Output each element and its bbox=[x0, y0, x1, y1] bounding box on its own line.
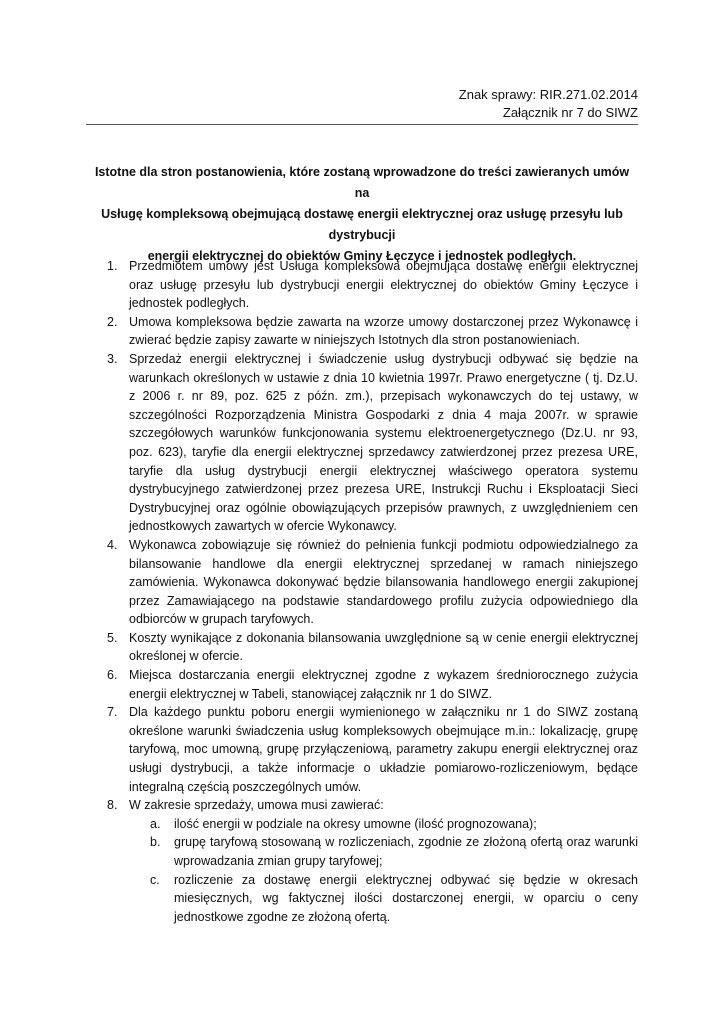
sublist-letter: c. bbox=[150, 872, 160, 887]
title-line-2: Usługę kompleksową obejmującą dostawę energii elektrycznej oraz usługę przesyłu lub dystrybucji bbox=[101, 207, 623, 242]
document-header bbox=[459, 86, 638, 122]
sublist-item bbox=[129, 833, 638, 870]
item-number: 1. bbox=[107, 259, 118, 273]
item-number: 4. bbox=[107, 537, 118, 552]
list-item bbox=[86, 350, 638, 536]
item-text: Przedmiotem umowy jest Usługa kompleksowa obejmująca dostawę energii elektrycznej oraz usługę przesyłu lub dystrybucji energii elektrycznej do obiektów Gminy Łęczyce i jednostek podległych. bbox=[129, 259, 638, 311]
sublist-text: rozliczenie za dostawę energii elektrycznej odbywać się będzie w okresach miesięcznych, wg faktycznej ilości dostarczonej energii, w oparciu o ceny jednostkowe zgodne ze złożoną ofertą. bbox=[174, 872, 638, 924]
sublist-letter: b. bbox=[150, 835, 161, 850]
title-line-3: energii elektrycznej do obiektów Gminy Łęczyce i jednostek podległych. bbox=[147, 249, 577, 263]
item-text: Umowa kompleksowa będzie zawarta na wzorze umowy dostarczonej przez Wykonawcę i zwierać będzie zapisy zawarte w niniejszych Istotnych dla stron postanowieniach. bbox=[129, 314, 638, 348]
list-item bbox=[86, 257, 638, 313]
item-number: 3. bbox=[107, 351, 118, 366]
item-text: W zakresie sprzedaży, umowa musi zawierać: bbox=[129, 798, 384, 813]
title-line-1: Istotne dla stron postanowienia, które zostaną wprowadzone do treści zawieranych umów na bbox=[94, 165, 630, 200]
item-text: Wykonawca zobowiązuje się również do pełnienia funkcji podmiotu odpowiedzialnego za bilansowanie handlowe dla energii elektrycznej sprzedanej w ramach niniejszego zamówienia. Wykonawca dokonywać będzie bilansowania handlowego energii zakupionej przez Zamawiającego na podstawie standardowego profilu zużycia odpowiedniego dla odbiorców w grupach taryfowych. bbox=[129, 537, 638, 627]
item-number: 7. bbox=[107, 705, 118, 720]
list-item bbox=[86, 703, 638, 796]
item-number: 8. bbox=[107, 798, 118, 813]
item-number: 6. bbox=[107, 668, 118, 683]
header-divider bbox=[86, 124, 638, 125]
provisions-list bbox=[86, 257, 638, 926]
list-item bbox=[86, 796, 638, 926]
item-text: Dla każdego punktu poboru energii wymienionego w załączniku nr 1 do SIWZ zostaną określone warunki świadczenia usług kompleksowych obejmujące m.in.: lokalizację, grupę taryfową, moc umowną, grupę przyłączeniową, parametry zakupu energii elektrycznej oraz usługi dystrybucji, a także informacje o układzie pomiarowo-rozliczeniowym, będące integralną częścią poszczególnych umów. bbox=[129, 705, 638, 794]
item-text: Sprzedaż energii elektrycznej i świadczenie usług dystrybucji odbywać się będzie na warunkach określonych w ustawie z dnia 10 kwietnia 1997r. Prawo energetyczne ( tj. Dz.U. z 2006 r. nr 89, poz. 625 z późn. zm.), przepisach wykonawczych do tej ustawy, w szczególności Rozporządzenia Ministra Gospodarki z dnia 4 maja 2007r. w sprawie szczegółowych warunków funkcjonowania systemu elektroenergetycznego (Dz.U. nr 93, poz. 623), taryfie dla energii elektrycznej sprzedawcy zatwierdzonej przez prezesa URE, taryfie dla usług dystrybucji energii elektrycznej właściwego operatora systemu dystrybucyjnego zatwierdzonej przez prezesa URE, Instrukcji Ruchu i Eksploatacji Sieci Dystrybucyjnej oraz ogólnie obowiązujących przepisów prawnych, z uwzględnieniem cen jednostkowych zawartych w ofercie Wykonawcy. bbox=[129, 351, 638, 534]
item-number: 2. bbox=[107, 314, 118, 329]
item-text: Miejsca dostarczania energii elektrycznej zgodne z wykazem średniorocznego zużycia energii elektrycznej w Tabeli, stanowiącej załącznik nr 1 do SIWZ. bbox=[129, 668, 638, 701]
sublist-text: grupę taryfową stosowaną w rozliczeniach, zgodnie ze złożoną ofertą oraz warunki wprowadzania zmian grupy taryfowej; bbox=[174, 835, 638, 868]
sublist-item bbox=[129, 815, 638, 834]
attachment-label: Załącznik nr 7 do SIWZ bbox=[502, 105, 638, 120]
document-title bbox=[86, 162, 638, 267]
sublist-letter: a. bbox=[150, 816, 161, 831]
item-number: 5. bbox=[107, 630, 118, 645]
sublist bbox=[129, 815, 638, 927]
list-item bbox=[86, 313, 638, 350]
sublist-item bbox=[129, 871, 638, 927]
list-item bbox=[86, 629, 638, 666]
case-number: Znak sprawy: RIR.271.02.2014 bbox=[458, 87, 638, 102]
list-item bbox=[86, 536, 638, 629]
item-text: Koszty wynikające z dokonania bilansowania uwzględnione są w cenie energii elektrycznej określonej w ofercie. bbox=[129, 630, 638, 664]
list-item bbox=[86, 666, 638, 703]
sublist-text: ilość energii w podziale na okresy umowne (ilość prognozowana); bbox=[174, 816, 537, 831]
